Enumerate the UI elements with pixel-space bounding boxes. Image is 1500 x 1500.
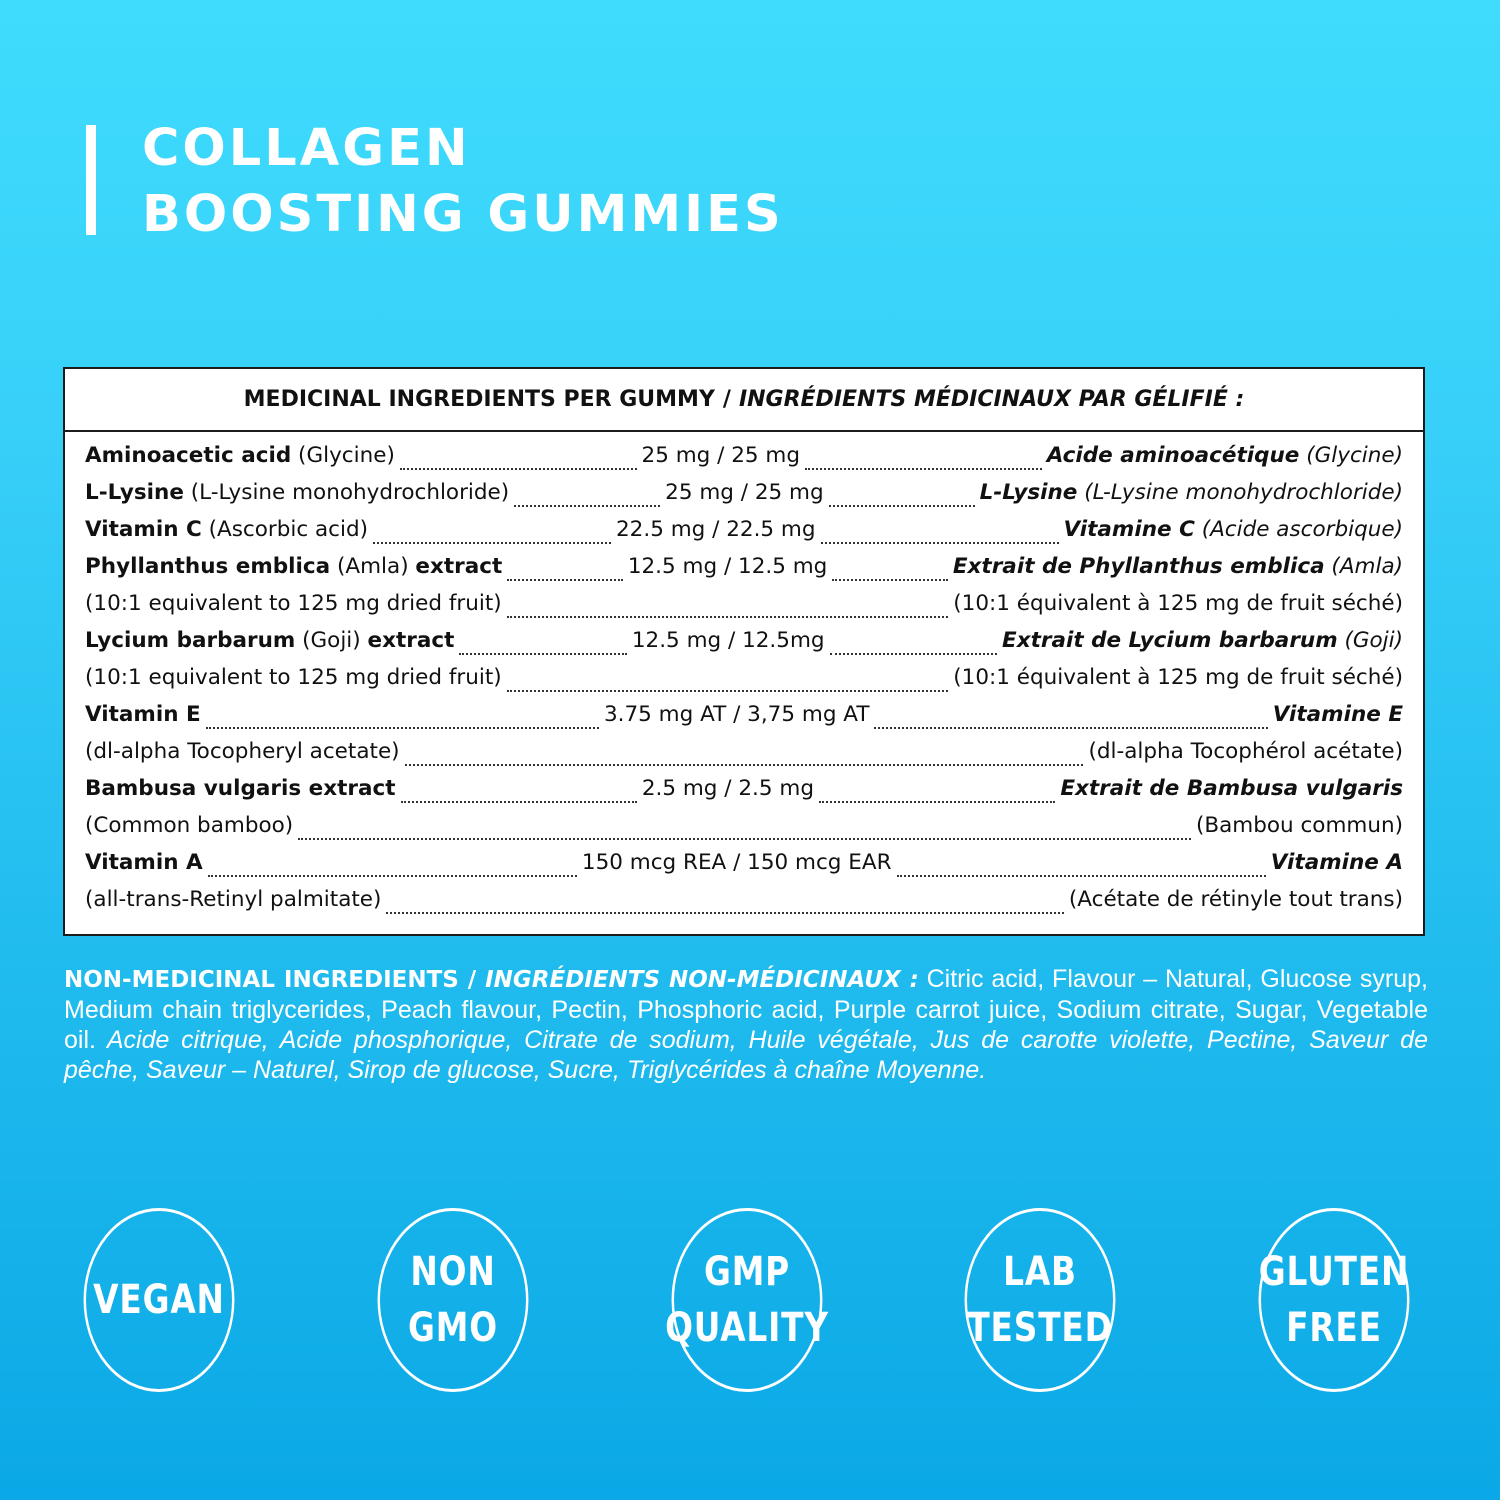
ingredient-fr (1060, 776, 1403, 801)
ingredient-en (85, 739, 400, 764)
badge-line: GMP (703, 1249, 791, 1295)
non-medicinal-label-en: NON-MEDICINAL INGREDIENTS (64, 967, 459, 993)
ingredient-en (85, 850, 203, 875)
ingredient-en-detail: (all-trans-Retinyl palmitate) (85, 887, 382, 912)
ingredient-row (85, 739, 1403, 776)
leader-dots (298, 838, 1191, 840)
ingredient-row (85, 443, 1403, 480)
panel-heading-fr: INGRÉDIENTS MÉDICINAUX PAR GÉLIFIÉ : (738, 387, 1245, 412)
badge-gluten-free (1259, 1208, 1410, 1392)
leader-dots (819, 801, 1055, 803)
leader-dots (507, 579, 623, 581)
badge-lab-tested (965, 1208, 1116, 1392)
panel-heading-en: MEDICINAL INGREDIENTS PER GUMMY (243, 387, 715, 412)
ingredient-en-detail: (10:1 equivalent to 125 mg dried fruit) (85, 665, 502, 690)
title-line-1: COLLAGEN (142, 119, 471, 178)
ingredient-row (85, 665, 1403, 702)
ingredient-en-name: Aminoacetic acid (85, 443, 292, 468)
ingredient-row (85, 776, 1403, 813)
leader-dots (830, 653, 997, 655)
badge-line: VEGAN (93, 1277, 225, 1323)
badge-vegan (84, 1208, 235, 1392)
ingredient-row (85, 554, 1403, 591)
leader-dots (507, 616, 949, 618)
ingredient-en (85, 517, 368, 542)
ingredient-en (85, 628, 454, 653)
ingredient-en-name: Vitamin C (85, 517, 202, 542)
ingredient-fr-detail: (L-Lysine monohydrochloride) (1077, 480, 1404, 505)
ingredient-fr (1088, 739, 1403, 764)
ingredient-fr-name: Extrait de Bambusa vulgaris (1060, 776, 1403, 801)
leader-dots (459, 653, 626, 655)
panel-heading-separator: / (722, 387, 731, 412)
ingredient-en (85, 665, 502, 690)
ingredient-fr (953, 591, 1403, 616)
panel-heading (65, 369, 1423, 432)
ingredient-en-detail: (Amla) (330, 554, 416, 579)
ingredient-fr (953, 665, 1403, 690)
ingredient-en-detail: (L-Lysine monohydrochloride) (183, 480, 510, 505)
ingredient-en (85, 554, 502, 579)
ingredient-fr-detail: (Amla) (1324, 554, 1404, 579)
ingredient-en (85, 591, 502, 616)
ingredient-fr-detail: (Acétate de rétinyle tout trans) (1068, 887, 1403, 912)
leader-dots (400, 468, 637, 470)
ingredient-en-detail: (Ascorbic acid) (201, 517, 368, 542)
badge-non-gmo (378, 1208, 529, 1392)
ingredient-dose: 25 mg / 25 mg (665, 480, 824, 505)
ingredient-fr (1064, 517, 1403, 542)
non-medicinal-list-fr: Acide citrique, Acide phosphorique, Citrate de sodium, Huile végétale, Jus de carotte violette, Pectine, Saveur de pêche, Saveur – Naturel, Sirop de glucose, Sucre, Triglycérides à chaîne Moyenne. (64, 1026, 1428, 1084)
ingredient-en (85, 776, 396, 801)
non-medicinal-label-fr: INGRÉDIENTS NON-MÉDICINAUX : (485, 967, 919, 993)
leader-dots (507, 690, 949, 692)
ingredient-fr-name: Vitamine C (1063, 517, 1195, 542)
ingredient-row (85, 591, 1403, 628)
ingredient-fr-detail: (10:1 équivalent à 125 mg de fruit séché) (953, 591, 1403, 616)
leader-dots (897, 875, 1266, 877)
ingredient-row (85, 517, 1403, 554)
ingredient-en (85, 702, 201, 727)
badge-line: TESTED (967, 1305, 1113, 1351)
ingredient-dose: 25 mg / 25 mg (641, 443, 801, 468)
ingredient-en-name: Vitamin A (85, 850, 203, 875)
ingredient-fr-name: Extrait de Phyllanthus emblica (952, 554, 1325, 579)
ingredient-en-name: Phyllanthus emblica (85, 554, 331, 579)
ingredient-fr-detail: (Acide ascorbique) (1194, 517, 1403, 542)
ingredient-fr (980, 480, 1403, 505)
ingredient-fr-detail: (dl-alpha Tocophérol acétate) (1088, 739, 1403, 764)
badge-gmp-quality (665, 1208, 829, 1392)
leader-dots (373, 542, 611, 544)
ingredient-fr-detail: (Glycine) (1299, 443, 1403, 468)
ingredient-fr (1069, 887, 1403, 912)
certification-badges (0, 1208, 1500, 1398)
ingredient-fr (1047, 443, 1403, 468)
non-medicinal-list-en: Citric acid, Flavour – Natural, Glucose syrup, Medium chain triglycerides, Peach flavour, Pectin, Phosphoric acid, Purple carrot juice, Sodium citrate, Sugar, Vegetable oil. (64, 965, 1429, 1054)
non-medicinal-label-separator: / (458, 967, 486, 993)
badge-line: GMO (408, 1305, 498, 1351)
ingredient-fr-name: L-Lysine (979, 480, 1078, 505)
ingredient-fr-name: Vitamine E (1272, 702, 1404, 727)
leader-dots (401, 801, 637, 803)
ingredient-en-suffix: extract (415, 554, 503, 579)
ingredient-fr (953, 554, 1403, 579)
leader-dots (821, 542, 1059, 544)
ingredient-dose: 12.5 mg / 12.5 mg (627, 554, 828, 579)
ingredient-fr-detail: (Goji) (1337, 628, 1404, 653)
ingredient-fr-detail: (10:1 équivalent à 125 mg de fruit séché) (953, 665, 1403, 690)
leader-dots (514, 505, 660, 507)
leader-dots (405, 764, 1084, 766)
leader-dots (386, 912, 1063, 914)
badge-line: LAB (1003, 1249, 1077, 1295)
ingredient-fr (1271, 850, 1403, 875)
leader-dots (829, 505, 975, 507)
ingredient-dose: 22.5 mg / 22.5 mg (616, 517, 816, 542)
ingredient-rows (65, 432, 1423, 924)
badge-line: NON (410, 1249, 496, 1295)
ingredient-en-name: L-Lysine (85, 480, 184, 505)
ingredient-en-detail: (Goji) (295, 628, 368, 653)
leader-dots (805, 468, 1042, 470)
ingredient-en (85, 813, 293, 838)
ingredient-fr (1273, 702, 1403, 727)
leader-dots (874, 727, 1267, 729)
ingredient-en-name: Lycium barbarum (85, 628, 296, 653)
ingredient-row (85, 850, 1403, 887)
ingredient-fr-name: Vitamine A (1270, 850, 1403, 875)
badge-line: FREE (1286, 1305, 1382, 1351)
leader-dots (832, 579, 948, 581)
ingredient-fr (1196, 813, 1403, 838)
ingredient-en-detail: (Common bamboo) (85, 813, 294, 838)
ingredient-en-detail: (dl-alpha Tocopheryl acetate) (85, 739, 400, 764)
ingredient-row (85, 887, 1403, 924)
ingredient-fr (1002, 628, 1403, 653)
ingredient-dose: 3.75 mg AT / 3,75 mg AT (603, 702, 870, 727)
badge-line: GLUTEN (1258, 1249, 1410, 1295)
ingredient-en (85, 887, 381, 912)
title-accent-bar (86, 125, 96, 235)
ingredient-en-name: Bambusa vulgaris extract (85, 776, 396, 801)
ingredient-row (85, 628, 1403, 665)
medicinal-ingredients-panel (63, 367, 1425, 936)
ingredient-en-detail: (Glycine) (291, 443, 395, 468)
ingredient-row (85, 480, 1403, 517)
non-medicinal-ingredients (64, 964, 1428, 1085)
leader-dots (206, 727, 599, 729)
ingredient-fr-detail: (Bambou commun) (1195, 813, 1403, 838)
ingredient-dose: 150 mcg REA / 150 mcg EAR (581, 850, 892, 875)
ingredient-en-detail: (10:1 equivalent to 125 mg dried fruit) (85, 591, 502, 616)
ingredient-row (85, 702, 1403, 739)
ingredient-dose: 12.5 mg / 12.5mg (631, 628, 825, 653)
product-title (142, 116, 784, 248)
ingredient-en (85, 443, 395, 468)
ingredient-en (85, 480, 509, 505)
ingredient-en-name: Vitamin E (85, 702, 201, 727)
leader-dots (208, 875, 577, 877)
ingredient-row (85, 813, 1403, 850)
ingredient-fr-name: Acide aminoacétique (1046, 443, 1300, 468)
ingredient-fr-name: Extrait de Lycium barbarum (1002, 628, 1338, 653)
badge-line: QUALITY (665, 1305, 829, 1351)
ingredient-dose: 2.5 mg / 2.5 mg (641, 776, 814, 801)
title-line-2: BOOSTING GUMMIES (142, 185, 784, 244)
ingredient-en-suffix: extract (367, 628, 455, 653)
